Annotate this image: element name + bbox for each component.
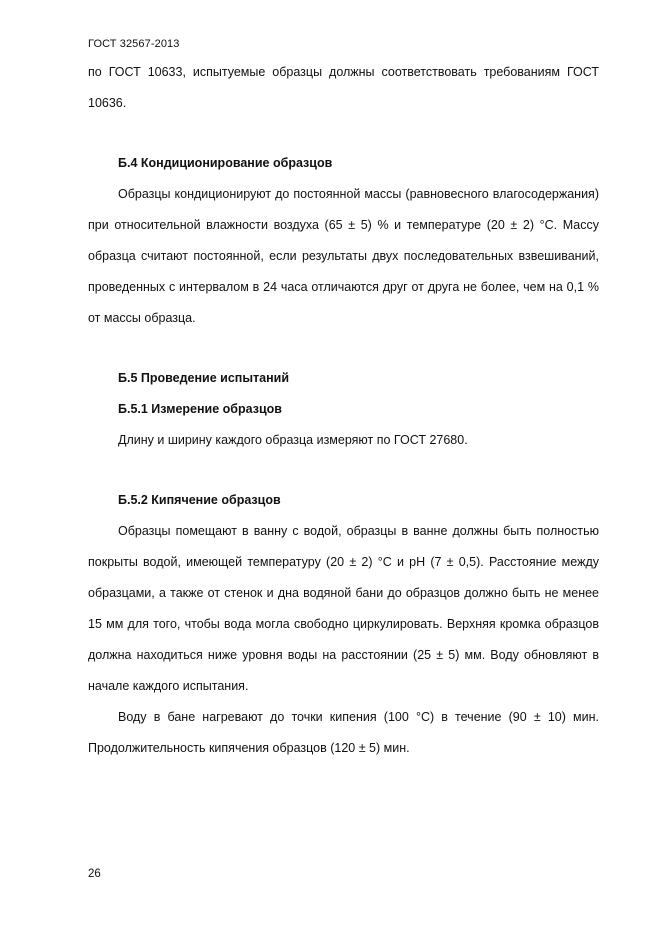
page-number: 26	[88, 868, 101, 880]
section-b5-2	[88, 485, 599, 764]
intro-block	[88, 57, 599, 119]
section-b4-heading: Б.4 Кондиционирование образцов	[118, 156, 333, 170]
section-b5	[88, 363, 599, 456]
intro-paragraph: по ГОСТ 10633, испытуемые образцы должны соответствовать требованиям ГОСТ 10636.	[88, 65, 599, 110]
document-code-header: ГОСТ 32567-2013	[88, 38, 180, 50]
section-b4-paragraph: Образцы кондиционируют до постоянной массы (равновесного влагосодержания) при относительной влажности воздуха (65 ± 5) % и температуре (20 ± 2) °С. Массу образца считают постоянной, если результаты двух последовательных взвешиваний, проведенных с интервалом в 24 часа отличаются друг от друга не более, чем на 0,1 % от массы образца.	[88, 187, 599, 325]
section-b4	[88, 148, 599, 334]
section-b5-1-heading: Б.5.1 Измерение образцов	[118, 402, 282, 416]
section-b5-2-paragraph-2: Воду в бане нагревают до точки кипения (100 °С) в течение (90 ± 10) мин. Продолжительность кипячения образцов (120 ± 5) мин.	[88, 710, 599, 755]
section-b5-2-paragraph-1: Образцы помещают в ванну с водой, образцы в ванне должны быть полностью покрыты водой, имеющей температуру (20 ± 2) °С и рН (7 ± 0,5). Расстояние между образцами, а также от стенок и дна водяной бани до образцов должно быть не менее 15 мм для того, чтобы вода могла свободно циркулировать. Верхняя кромка образцов должна находиться ниже уровня воды на расстоянии (25 ± 5) мм. Воду обновляют в начале каждого испытания.	[88, 524, 599, 693]
section-b5-heading: Б.5 Проведение испытаний	[118, 371, 290, 385]
section-b5-2-heading: Б.5.2 Кипячение образцов	[118, 493, 281, 507]
section-b5-1-paragraph: Длину и ширину каждого образца измеряют по ГОСТ 27680.	[118, 433, 468, 447]
